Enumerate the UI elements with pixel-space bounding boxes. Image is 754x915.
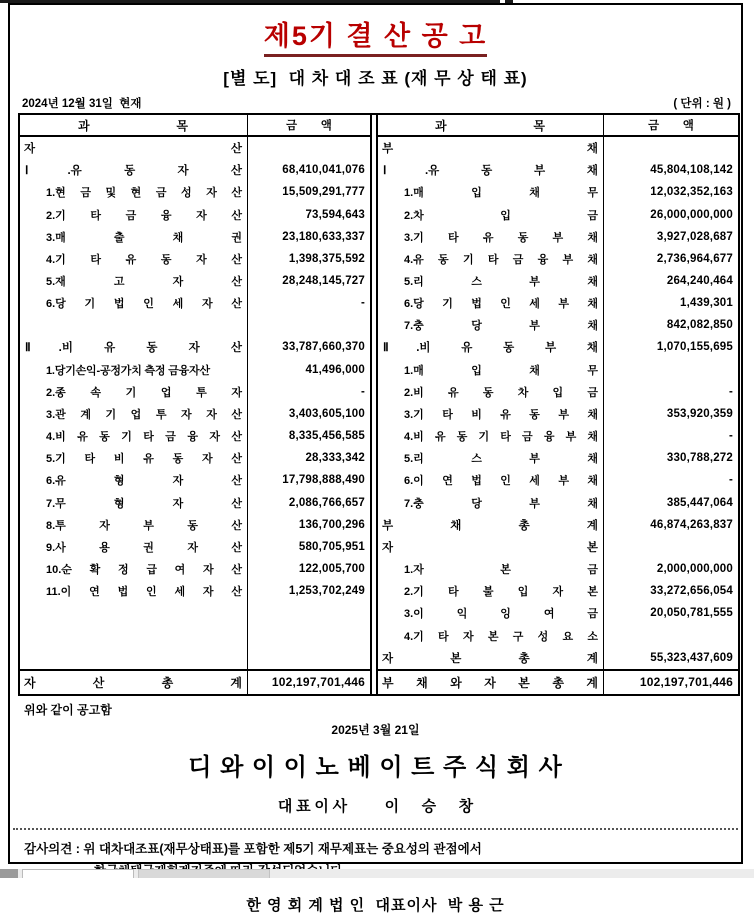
account-amount: 842,082,850 xyxy=(603,314,738,336)
account-row xyxy=(20,602,370,624)
sheet-tab-active[interactable] xyxy=(22,869,134,878)
account-row xyxy=(378,203,738,225)
account-label: 3.기 타 비 유 동 부 채 xyxy=(404,408,598,421)
account-row xyxy=(20,492,370,514)
page-title xyxy=(10,14,741,57)
sheet-tab-inactive[interactable] xyxy=(138,869,270,878)
account-label: 부 채 xyxy=(382,143,598,156)
account-label-cell xyxy=(378,650,603,666)
account-amount: 15,509,291,777 xyxy=(247,181,370,203)
account-label-cell xyxy=(378,583,603,599)
account-label-cell xyxy=(20,561,247,577)
account-label: 4.유 동 기 타 금 융 부 채 xyxy=(404,253,598,266)
account-label-cell xyxy=(20,162,247,178)
announce-date: 2025년 3월 21일 xyxy=(331,722,420,737)
account-row xyxy=(20,580,370,602)
account-amount: 264,240,464 xyxy=(603,270,738,292)
account-label-cell xyxy=(378,295,603,311)
account-label-cell xyxy=(20,517,247,533)
account-label: 2.차 입 금 xyxy=(404,209,598,222)
sheet-tab-corner[interactable] xyxy=(0,869,18,878)
account-amount: 68,410,041,076 xyxy=(247,159,370,181)
account-row xyxy=(20,425,370,447)
company-name: 디 와 이 이 노 베 이 트 주 식 회 사 xyxy=(188,753,563,781)
total-label-cell xyxy=(378,674,603,691)
account-label: 부 채 총 계 xyxy=(382,519,598,532)
account-row xyxy=(20,403,370,425)
account-row xyxy=(378,314,738,336)
page-title-text: 제5기 결 산 공 고 xyxy=(264,14,488,57)
account-amount: - xyxy=(603,469,738,491)
account-amount: 2,000,000,000 xyxy=(603,558,738,580)
account-label: 1.당기손익-공정가치 측정 금융자산 xyxy=(46,364,210,377)
account-label: 5.재 고 자 산 xyxy=(46,276,242,289)
account-label-cell xyxy=(20,207,247,223)
account-label: 2.기 타 불 입 자 본 xyxy=(404,586,598,599)
account-amount xyxy=(247,624,370,646)
account-amount: 353,920,359 xyxy=(603,403,738,425)
account-row xyxy=(20,359,370,381)
account-amount: 122,005,700 xyxy=(247,558,370,580)
account-amount: 385,447,064 xyxy=(603,492,738,514)
account-row xyxy=(378,492,738,514)
account-label: 7.충 당 부 채 xyxy=(404,497,598,510)
account-label-cell xyxy=(378,628,603,644)
account-label-cell xyxy=(20,362,247,378)
account-row xyxy=(20,270,370,292)
account-label-cell xyxy=(378,450,603,466)
account-row xyxy=(20,469,370,491)
account-amount: 33,272,656,054 xyxy=(603,580,738,602)
account-amount: 73,594,643 xyxy=(247,203,370,225)
account-label: 10.순 확 정 급 여 자 산 xyxy=(46,564,242,577)
account-label-cell xyxy=(20,539,247,555)
account-amount: 2,086,766,657 xyxy=(247,492,370,514)
as-of-date: 2024년 12월 31일 현재 xyxy=(22,98,142,110)
account-amount xyxy=(247,602,370,624)
account-amount: - xyxy=(247,381,370,403)
balance-sheet-table xyxy=(18,113,740,696)
account-label-cell xyxy=(378,605,603,621)
table-total-row xyxy=(20,669,370,694)
account-row xyxy=(20,314,370,336)
account-label: 자 산 xyxy=(24,143,242,156)
account-label: 1.매 입 채 무 xyxy=(404,364,598,377)
account-label: 11.이 연 법 인 세 자 산 xyxy=(46,586,242,599)
table-header-amount-cell xyxy=(603,115,738,135)
account-label-cell xyxy=(20,384,247,400)
account-amount: 28,248,145,727 xyxy=(247,270,370,292)
dotted-separator xyxy=(13,828,738,830)
account-row xyxy=(378,558,738,580)
account-row xyxy=(378,403,738,425)
account-label: 5.리 스 부 채 xyxy=(404,453,598,466)
account-amount xyxy=(247,647,370,669)
account-label-cell xyxy=(378,207,603,223)
account-row xyxy=(378,381,738,403)
account-label: 2.종 속 기 업 투 자 xyxy=(46,386,242,399)
account-amount: 3,403,605,100 xyxy=(247,403,370,425)
account-label-cell xyxy=(20,229,247,245)
account-label: 2.비 유 동 차 입 금 xyxy=(404,386,598,399)
account-amount: 580,705,951 xyxy=(247,536,370,558)
account-label-cell xyxy=(378,317,603,333)
table-total-row xyxy=(378,669,738,694)
account-amount: 1,253,702,249 xyxy=(247,580,370,602)
auditor-signature-line: 한 영 회 계 법 인 대표이사 박 용 근 xyxy=(246,896,505,914)
account-row xyxy=(20,447,370,469)
account-label: 5.리 스 부 채 xyxy=(404,276,598,289)
account-row xyxy=(20,181,370,203)
account-label-cell xyxy=(20,583,247,599)
total-label: 부 채 와 자 본 총 계 xyxy=(382,675,598,690)
account-label-cell xyxy=(378,428,603,444)
account-label: Ⅱ.비 유 동 부 채 xyxy=(383,342,598,355)
account-label: 3.기 타 유 동 부 채 xyxy=(404,231,598,244)
account-row xyxy=(20,381,370,403)
account-label: 1.현 금 및 현 금 성 자 산 xyxy=(46,187,242,200)
total-label: 자 산 총 계 xyxy=(24,675,242,690)
table-header-account-cell xyxy=(20,115,247,135)
account-row xyxy=(20,159,370,181)
total-amount: 102,197,701,446 xyxy=(603,671,738,694)
account-amount: 1,398,375,592 xyxy=(247,248,370,270)
account-label-cell xyxy=(20,339,247,355)
account-row xyxy=(378,336,738,358)
account-row xyxy=(378,580,738,602)
account-row xyxy=(378,447,738,469)
audit-opinion-line1: 감사의견 : 위 대차대조표(재무상태표)를 포함한 제5기 재무제표는 중요성의 관점에서 xyxy=(24,841,482,856)
account-row xyxy=(378,248,738,270)
account-amount: 28,333,342 xyxy=(247,447,370,469)
assets-table xyxy=(20,115,372,694)
account-label: 자 본 xyxy=(382,541,598,554)
account-label: 6.이 연 법 인 세 부 채 xyxy=(404,475,598,488)
account-label-cell xyxy=(378,517,603,533)
account-amount: 8,335,456,585 xyxy=(247,425,370,447)
account-label: 3.관 계 기 업 투 자 자 산 xyxy=(46,408,242,421)
account-label-cell xyxy=(378,229,603,245)
account-label: 4.비 유 동 기 타 금 융 부 채 xyxy=(404,431,598,444)
account-amount xyxy=(603,624,738,646)
account-amount: 12,032,352,163 xyxy=(603,181,738,203)
account-row xyxy=(378,226,738,248)
account-amount: 33,787,660,370 xyxy=(247,336,370,358)
account-label: 7.충 당 부 채 xyxy=(404,320,598,333)
account-label: 1.자 본 금 xyxy=(404,564,598,577)
account-label: 2.기 타 금 융 자 산 xyxy=(46,209,242,222)
account-label-cell xyxy=(20,495,247,511)
account-amount xyxy=(247,137,370,159)
account-label: 1.매 입 채 무 xyxy=(404,187,598,200)
liabilities-equity-table xyxy=(376,115,738,694)
account-label: 3.이 익 잉 여 금 xyxy=(404,608,598,621)
account-row xyxy=(378,536,738,558)
account-row xyxy=(20,647,370,669)
account-label: Ⅰ.유 동 자 산 xyxy=(25,165,242,178)
account-amount: 55,323,437,609 xyxy=(603,647,738,669)
account-amount: 23,180,633,337 xyxy=(247,226,370,248)
account-row xyxy=(378,137,738,159)
account-amount: 45,804,108,142 xyxy=(603,159,738,181)
account-label: 4.비 유 동 기 타 금 융 자 산 xyxy=(46,431,242,444)
account-label-cell xyxy=(378,140,603,156)
account-label-cell xyxy=(378,362,603,378)
account-amount xyxy=(603,137,738,159)
document-page xyxy=(8,3,743,914)
account-amount: 2,736,964,677 xyxy=(603,248,738,270)
account-label-cell xyxy=(378,495,603,511)
account-amount: - xyxy=(247,292,370,314)
meta-row xyxy=(22,95,731,111)
account-row xyxy=(20,624,370,646)
account-row xyxy=(378,292,738,314)
account-label: 4.기 타 자 본 구 성 요 소 xyxy=(404,630,598,643)
account-row xyxy=(378,647,738,669)
account-label: 자 본 총 계 xyxy=(382,652,598,665)
account-label: 5.기 타 비 유 동 자 산 xyxy=(46,453,242,466)
table-header-account-cell xyxy=(378,115,603,135)
account-label: 7.무 형 자 산 xyxy=(46,497,242,510)
account-amount: 41,496,000 xyxy=(247,359,370,381)
account-row xyxy=(378,469,738,491)
account-amount: 1,070,155,695 xyxy=(603,336,738,358)
account-label-cell xyxy=(378,539,603,555)
account-amount: 136,700,296 xyxy=(247,514,370,536)
account-label: 6.당 기 법 인 세 부 채 xyxy=(404,298,598,311)
account-label-cell xyxy=(378,273,603,289)
account-row xyxy=(20,514,370,536)
account-label-cell xyxy=(20,406,247,422)
account-row xyxy=(378,602,738,624)
account-row xyxy=(20,558,370,580)
account-row xyxy=(378,514,738,536)
account-label: 8.투 자 부 동 산 xyxy=(46,519,242,532)
account-row xyxy=(20,536,370,558)
account-amount: 26,000,000,000 xyxy=(603,203,738,225)
account-label-cell xyxy=(20,140,247,156)
account-label-cell xyxy=(378,472,603,488)
amount-column-header: 금 액 xyxy=(286,120,332,132)
account-label-cell xyxy=(20,184,247,200)
account-column-header: 과 목 xyxy=(78,118,188,133)
table-header-row xyxy=(20,115,370,137)
account-column-header: 과 목 xyxy=(435,118,545,133)
total-amount: 102,197,701,446 xyxy=(247,671,370,694)
sheet-tab-strip xyxy=(0,869,754,878)
announce-note: 위와 같이 공고함 xyxy=(24,702,112,717)
account-label: 6.당 기 법 인 세 자 산 xyxy=(46,298,242,311)
amount-column-header: 금 액 xyxy=(648,120,694,132)
account-label: 3.매 출 채 권 xyxy=(46,231,242,244)
account-row xyxy=(378,159,738,181)
account-label-cell xyxy=(378,162,603,178)
account-label-cell xyxy=(20,295,247,311)
account-amount xyxy=(603,536,738,558)
account-label-cell xyxy=(20,472,247,488)
account-label-cell xyxy=(378,339,603,355)
account-amount: 1,439,301 xyxy=(603,292,738,314)
account-label-cell xyxy=(378,251,603,267)
account-label: Ⅱ.비 유 동 자 산 xyxy=(25,342,242,355)
account-row xyxy=(378,270,738,292)
account-label-cell xyxy=(378,184,603,200)
unit-label: ( 단위 : 원 ) xyxy=(673,98,731,110)
account-label: 9.사 용 권 자 산 xyxy=(46,541,242,554)
account-amount: 20,050,781,555 xyxy=(603,602,738,624)
account-amount: 46,874,263,837 xyxy=(603,514,738,536)
account-amount: 17,798,888,490 xyxy=(247,469,370,491)
account-label-cell xyxy=(378,561,603,577)
account-amount: 3,927,028,687 xyxy=(603,226,738,248)
account-label-cell xyxy=(20,273,247,289)
account-row xyxy=(378,359,738,381)
account-label: 4.기 타 유 동 자 산 xyxy=(46,253,242,266)
account-row xyxy=(20,203,370,225)
table-header-amount-cell xyxy=(247,115,370,135)
account-row xyxy=(20,137,370,159)
total-label-cell xyxy=(20,674,247,691)
account-row xyxy=(20,248,370,270)
account-row xyxy=(20,226,370,248)
page-subtitle: [별 도] 대 차 대 조 표 (재 무 상 태 표) xyxy=(223,69,528,88)
account-label-cell xyxy=(378,406,603,422)
account-row xyxy=(20,336,370,358)
account-amount xyxy=(603,359,738,381)
account-label-cell xyxy=(20,450,247,466)
ceo-signature-line: 대 표 이 사 이 승 창 xyxy=(277,798,474,815)
account-row xyxy=(378,624,738,646)
account-label-cell xyxy=(20,251,247,267)
account-amount xyxy=(247,314,370,336)
account-row xyxy=(20,292,370,314)
account-amount: 330,788,272 xyxy=(603,447,738,469)
account-label: Ⅰ.유 동 부 채 xyxy=(383,165,598,178)
account-label: 6.유 형 자 산 xyxy=(46,475,242,488)
table-header-row xyxy=(378,115,738,137)
account-label-cell xyxy=(378,384,603,400)
account-amount: - xyxy=(603,381,738,403)
account-row xyxy=(378,181,738,203)
account-label-cell xyxy=(20,428,247,444)
account-amount: - xyxy=(603,425,738,447)
account-row xyxy=(378,425,738,447)
